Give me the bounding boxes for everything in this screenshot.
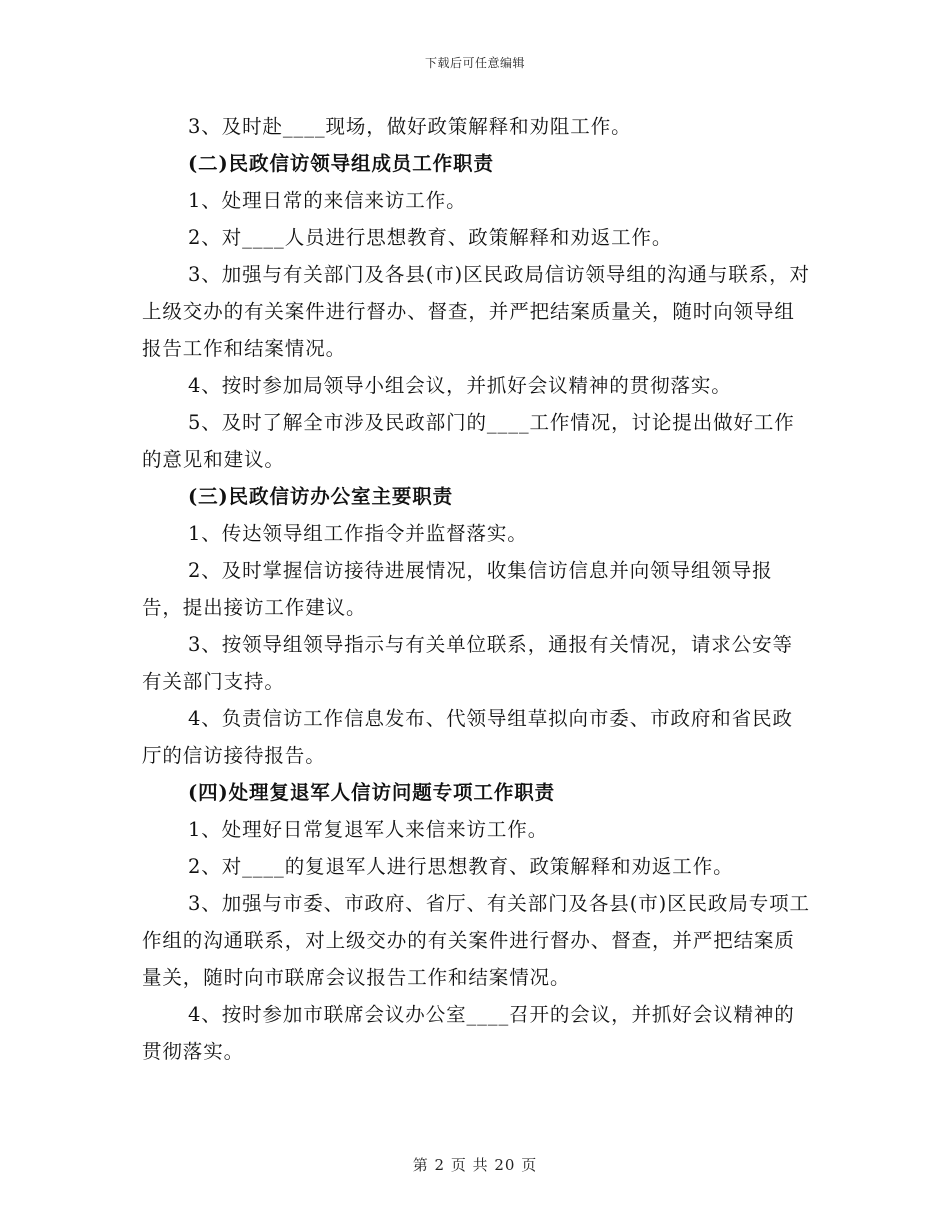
paragraph: 1、处理好日常复退军人来信来访工作。	[188, 818, 549, 841]
section-heading: (四)处理复退军人信访问题专项工作职责	[188, 781, 556, 804]
section-heading: (二)民政信访领导组成员工作职责	[188, 152, 494, 175]
section-heading: (三)民政信访办公室主要职责	[188, 485, 454, 508]
paragraph: 3、加强与市委、市政府、省厅、有关部门及各县(市)区民政局专项工作组的沟通联系，对上级交办的有关案件进行督办、督查，并严把结案质量关，随时向市联席会议报告工作和结案情况。	[142, 892, 810, 989]
page-number-footer: 第 2 页 共 20 页	[412, 1156, 538, 1174]
paragraph: 3、及时赴____现场，做好政策解释和劝阻工作。	[188, 115, 632, 138]
paragraph: 2、对____人员进行思想教育、政策解释和劝返工作。	[188, 226, 673, 249]
document-body	[142, 108, 810, 1070]
paragraph: 4、按时参加市联席会议办公室____召开的会议，并抓好会议精神的贯彻落实。	[142, 1003, 795, 1063]
paragraph: 3、加强与有关部门及各县(市)区民政局信访领导组的沟通与联系，对上级交办的有关案件进行督办、督查，并严把结案质量关，随时向领导组报告工作和结案情况。	[142, 263, 810, 360]
page-header: 下载后可任意编辑	[424, 56, 525, 70]
paragraph: 4、按时参加局领导小组会议，并抓好会议精神的贯彻落实。	[188, 374, 732, 397]
paragraph: 5、及时了解全市涉及民政部门的____工作情况，讨论提出做好工作的意见和建议。	[142, 411, 795, 471]
paragraph: 4、负责信访工作信息发布、代领导组草拟向市委、市政府和省民政厅的信访接待报告。	[142, 707, 793, 767]
paragraph: 1、传达领导组工作指令并监督落实。	[188, 522, 528, 545]
paragraph: 2、及时掌握信访接待进展情况，收集信访信息并向领导组领导报告，提出接访工作建议。	[142, 559, 773, 619]
paragraph: 2、对____的复退军人进行思想教育、政策解释和劝返工作。	[188, 855, 734, 878]
paragraph: 3、按领导组领导指示与有关单位联系，通报有关情况，请求公安等有关部门支持。	[142, 633, 793, 693]
paragraph: 1、处理日常的来信来访工作。	[188, 189, 467, 212]
